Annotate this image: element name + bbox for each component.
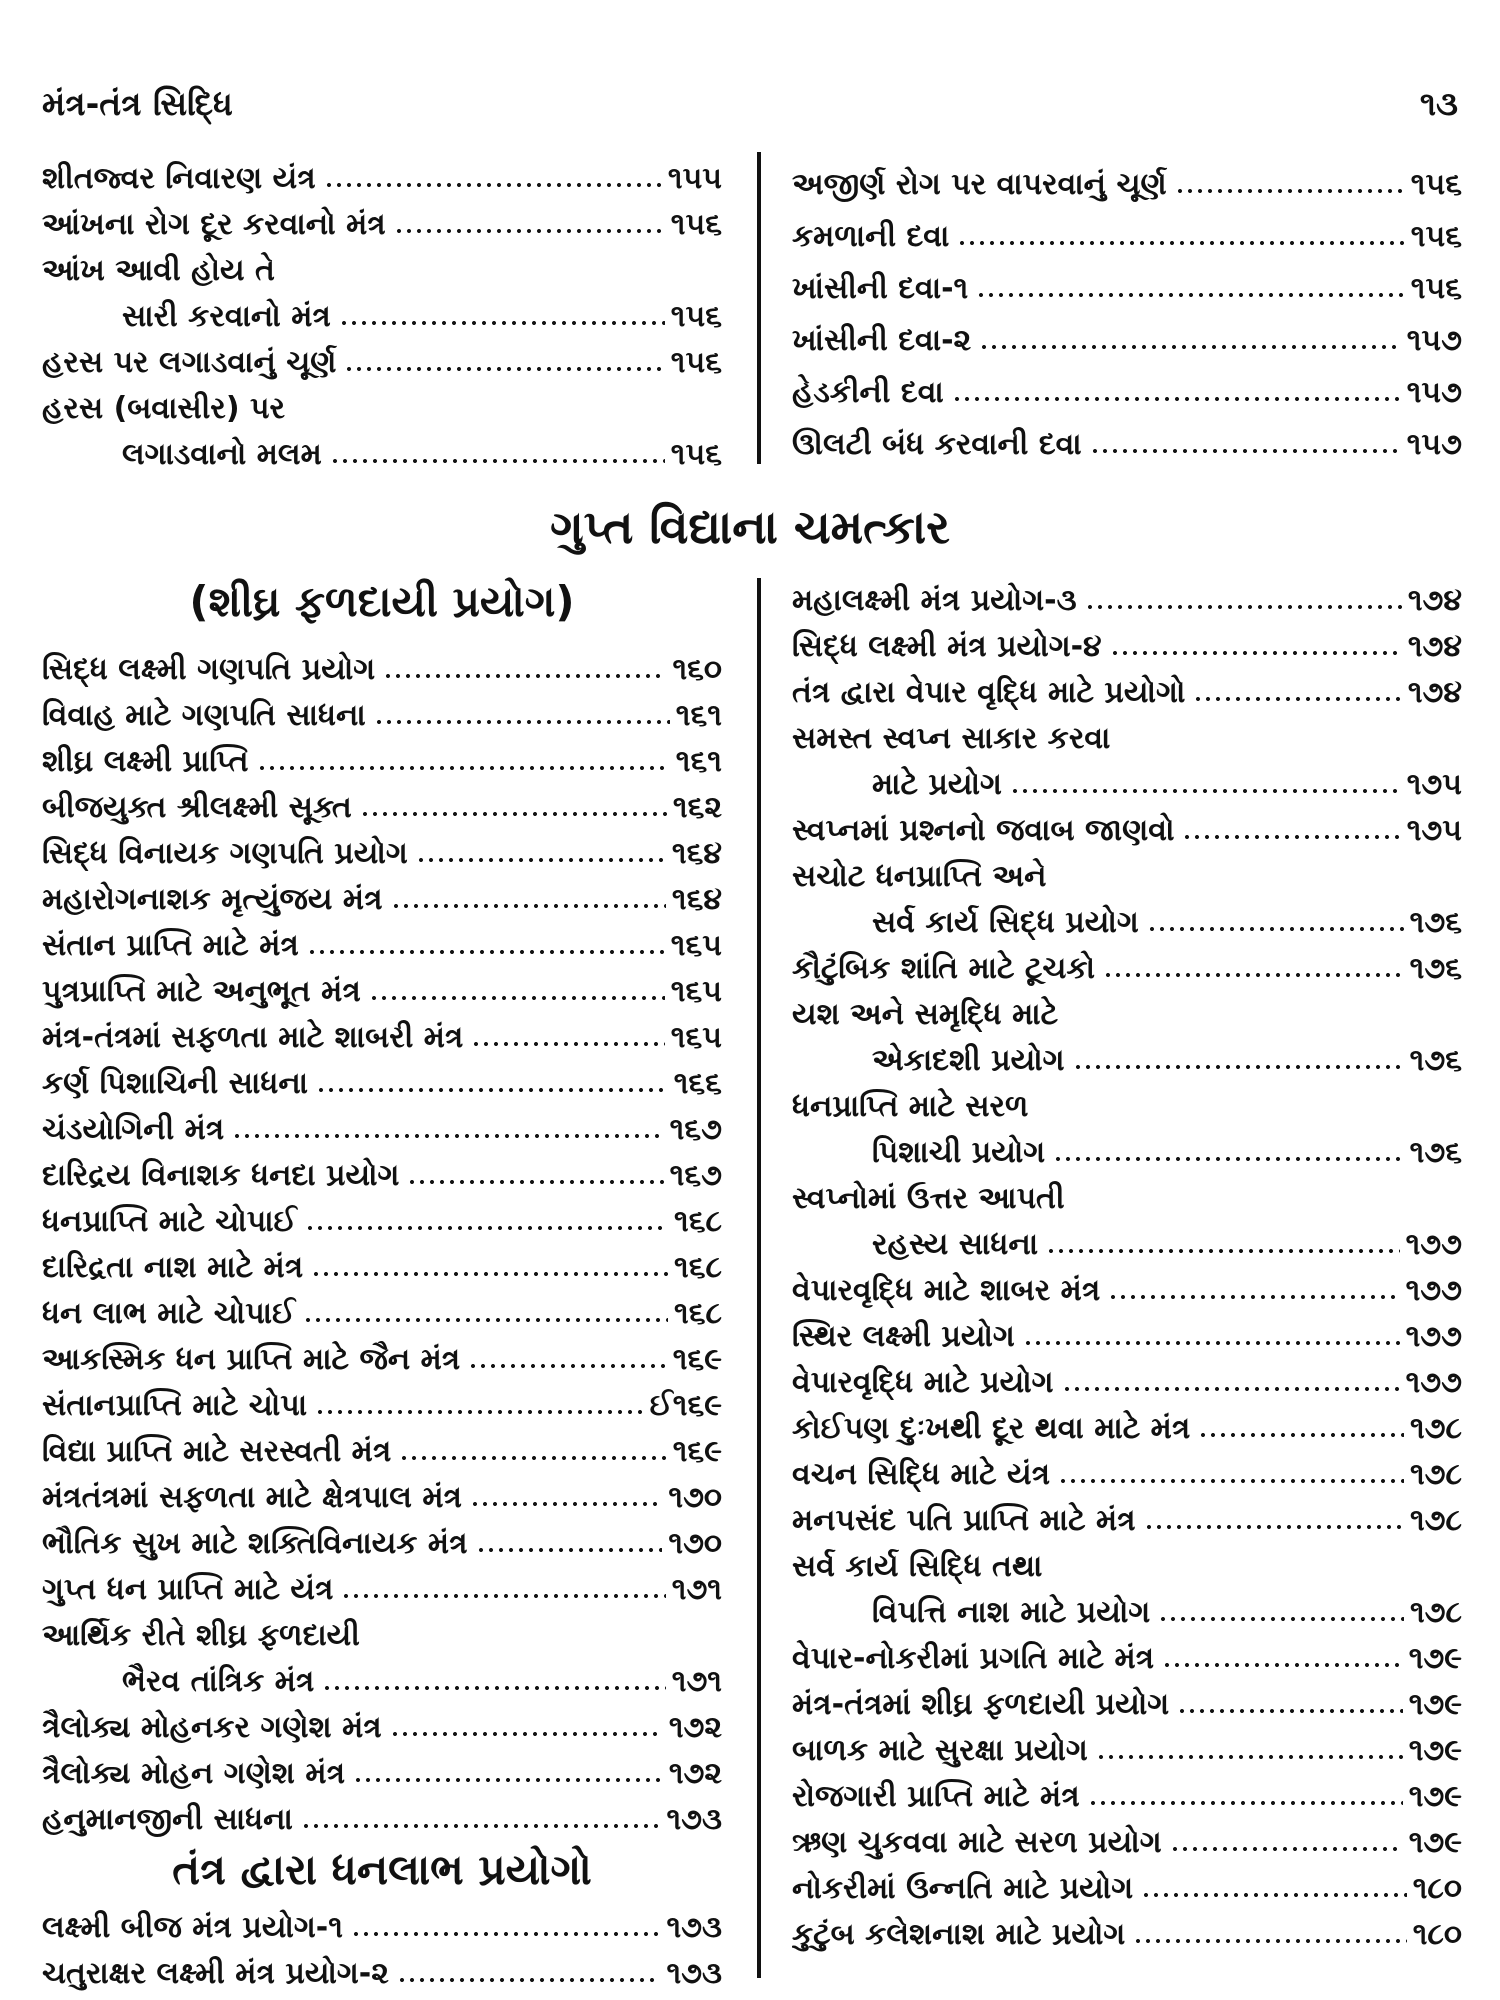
toc-entry-page: ૧૭૭: [1405, 1319, 1462, 1354]
toc-entry-page: ૧૬૫: [670, 928, 722, 963]
dot-leader: [383, 674, 666, 678]
toc-entry: [792, 1262, 1462, 1308]
toc-entry-page: ૧૭૮: [1409, 1503, 1462, 1538]
toc-entry: [42, 150, 722, 196]
dot-leader: [399, 1456, 666, 1460]
dot-leader: [957, 241, 1404, 245]
toc-entry-page: ૧૭૨: [668, 1756, 722, 1791]
toc-entry-page: ૧૮૦: [1412, 1871, 1462, 1906]
dot-leader: [1182, 835, 1400, 839]
toc-entry-title: પુત્રપ્રાપ્તિ માટે અનુભૂત મંત્ર: [42, 974, 361, 1009]
toc-entry-title: મનપસંદ પતિ પ્રાપ્તિ માટે મંત્ર: [792, 1503, 1136, 1538]
toc-entry-title: નોકરીમાં ઉન્નતિ માટે પ્રયોગ: [792, 1871, 1134, 1906]
toc-entry-title: સિદ્ધ લક્ષ્મી ગણપતિ પ્રયોગ: [42, 652, 376, 687]
toc-entry: [792, 1814, 1462, 1860]
toc-entry: [42, 1009, 722, 1055]
toc-entry: [42, 334, 722, 380]
dot-leader: [232, 1134, 663, 1138]
toc-entry-title: ધનપ્રાપ્તિ માટે ચોપાઈ: [42, 1204, 297, 1239]
toc-entry-title: સિદ્ધ લક્ષ્મી મંત્ર પ્રયોગ-૪: [792, 629, 1102, 664]
toc-entry: [42, 1745, 722, 1791]
toc-entry: [42, 1899, 722, 1945]
dot-leader: [1088, 1801, 1403, 1805]
toc-entry-page: ૧૭૬: [1409, 905, 1462, 940]
toc-entry-title: એકાદશી પ્રયોગ: [872, 1043, 1065, 1078]
dot-leader: [1073, 1065, 1404, 1069]
dot-leader: [1062, 1387, 1400, 1391]
dot-leader: [305, 1226, 668, 1230]
toc-entry-page: ૧૭૬: [1409, 1043, 1462, 1078]
toc-entry: [42, 426, 722, 472]
toc-entry: [792, 572, 1462, 618]
toc-entry: [792, 358, 1462, 410]
toc-entry: [792, 710, 1462, 756]
dot-leader: [1085, 605, 1402, 609]
toc-entry-title: શીઘ્ર લક્ષ્મી પ્રાપ્તિ: [42, 744, 249, 779]
dot-leader: [301, 1824, 661, 1828]
toc-entry: [42, 779, 722, 825]
dot-leader: [976, 293, 1405, 297]
toc-entry-page: ૧૫૭: [1406, 427, 1462, 462]
toc-entry-title: અજીર્ણ રોગ પર વાપરવાનું ચૂર્ણ: [792, 167, 1167, 202]
sub-heading-quick-results: (શીઘ્ર ફળદાયી પ્રયોગ): [189, 577, 575, 626]
toc-entry-page: ૧૭૪: [1407, 629, 1462, 664]
toc-entry: [42, 1791, 722, 1837]
dot-leader: [397, 1978, 661, 1982]
toc-entry-page: ૧૬૯: [672, 1434, 722, 1469]
dot-leader: [307, 950, 665, 954]
toc-entry: [42, 1653, 722, 1699]
toc-entry: [42, 1193, 722, 1239]
toc-entry-title: લગાડવાનો મલમ: [122, 437, 322, 472]
toc-entry: [42, 1055, 722, 1101]
dot-leader: [1053, 1157, 1403, 1161]
toc-entry-title: આંખ આવી હોય તે: [42, 253, 275, 288]
dot-leader: [324, 183, 662, 187]
toc-entry: [42, 1515, 722, 1561]
toc-entry-title: કમળાની દવા: [792, 219, 950, 254]
toc-entry-title: સર્વ કાર્ય સિદ્ધ પ્રયોગ: [872, 905, 1139, 940]
toc-entry-page: ૧૫૫: [667, 161, 722, 196]
toc-entry-title: ત્રૈલોક્ય મોહન ગણેશ મંત્ર: [42, 1756, 346, 1791]
dot-leader: [1046, 1249, 1400, 1253]
toc-entry-title: સચોટ ધનપ્રાપ્તિ અને: [792, 859, 1047, 894]
toc-entry-title: સિદ્ધ વિનાયક ગણપતિ પ્રયોગ: [42, 836, 408, 871]
toc-entry-title: હરસ (બવાસીર) પર: [42, 391, 285, 426]
toc-entry-page: ૧૬૭: [669, 1112, 722, 1147]
column-divider-bottom: [757, 578, 761, 1978]
toc-entry: [42, 641, 722, 687]
toc-entry: [42, 288, 722, 334]
dot-leader: [1141, 1893, 1407, 1897]
toc-entry-page: ૧૭૭: [1405, 1273, 1462, 1308]
dot-leader: [1147, 927, 1404, 931]
toc-entry-page: ૧૭૩: [666, 1956, 722, 1991]
toc-entry: [42, 825, 722, 871]
dot-leader: [1193, 697, 1401, 701]
toc-entry-title: વચન સિદ્ધિ માટે યંત્ર: [792, 1457, 1051, 1492]
toc-list-left: [42, 641, 722, 1837]
dot-leader: [257, 766, 670, 770]
toc-entry-page: ૧૭૩: [666, 1910, 722, 1945]
toc-entry-title: રોજગારી પ્રાપ્તિ માટે મંત્ર: [792, 1779, 1080, 1814]
toc-entry-page: ૧૫૬: [670, 437, 722, 472]
toc-entry-title: ભૈરવ તાંત્રિક મંત્ર: [122, 1664, 315, 1699]
toc-entry-title: મહારોગનાશક મૃત્યુંજય મંત્ર: [42, 882, 383, 917]
toc-entry: [792, 410, 1462, 462]
toc-entry: [792, 1032, 1462, 1078]
toc-entry-page: ૧૭૩: [666, 1802, 722, 1837]
toc-entry: [42, 1469, 722, 1515]
toc-entry-title: ત્રૈલોક્ય મોહનકર ગણેશ મંત્ર: [42, 1710, 382, 1745]
dot-leader: [471, 1042, 664, 1046]
toc-entry-title: બાળક માટે સુરક્ષા પ્રયોગ: [792, 1733, 1088, 1768]
toc-entry: [792, 1722, 1462, 1768]
dot-leader: [369, 996, 665, 1000]
dot-leader: [1175, 189, 1405, 193]
dot-leader: [1177, 1709, 1403, 1713]
toc-entry-title: આકસ્મિક ધન પ્રાપ્તિ માટે જૈન મંત્ર: [42, 1342, 461, 1377]
dot-leader: [1170, 1847, 1403, 1851]
dot-leader: [316, 1088, 668, 1092]
toc-entry-title: સ્વપ્નમાં પ્રશ્નનો જવાબ જાણવો: [792, 813, 1175, 848]
toc-entry-title: કર્ણ પિશાચિની સાધના: [42, 1066, 309, 1101]
dot-leader: [330, 459, 665, 463]
dot-leader: [416, 858, 666, 862]
dot-leader: [952, 397, 1401, 401]
toc-entry-title: ખાંસીની દવા-૧: [792, 271, 969, 306]
toc-entry-page: ૧૫૬: [1410, 219, 1462, 254]
dot-leader: [470, 1502, 662, 1506]
toc-entry-page: ૧૭૯: [1408, 1779, 1462, 1814]
toc-entry-page: ૧૬૨: [672, 790, 722, 825]
toc-entry: [792, 756, 1462, 802]
dot-leader: [311, 1272, 668, 1276]
running-title: મંત્ર-તંત્ર સિદ્ધિ: [42, 84, 233, 123]
toc-entry: [42, 1423, 722, 1469]
toc-entry-page: ૧૫૬: [670, 345, 722, 380]
toc-entry-page: ૧૭૫: [1406, 767, 1462, 802]
dot-leader: [1110, 651, 1402, 655]
toc-entry-title: રહસ્ય સાધના: [872, 1227, 1039, 1262]
toc-entry-page: ૧૭૮: [1409, 1595, 1462, 1630]
toc-entry: [792, 254, 1462, 306]
toc-entry-title: વેપાર-નોકરીમાં પ્રગતિ માટે મંત્ર: [792, 1641, 1155, 1676]
dot-leader: [1058, 1479, 1404, 1483]
dot-leader: [341, 1594, 665, 1598]
toc-entry: [792, 1308, 1462, 1354]
toc-entry-title: વિદ્યા પ્રાપ્તિ માટે સરસ્વતી મંત્ર: [42, 1434, 392, 1469]
toc-entry-page: ૧૭૦: [668, 1480, 722, 1515]
toc-entry-title: દારિદ્રય વિનાશક ધનદા પ્રયોગ: [42, 1158, 400, 1193]
toc-entry: [42, 380, 722, 426]
toc-entry: [792, 1170, 1462, 1216]
dot-leader: [1198, 1433, 1404, 1437]
toc-entry: [792, 1584, 1462, 1630]
toc-entry: [792, 802, 1462, 848]
toc-entry: [42, 1607, 722, 1653]
toc-entry-title: શીતજ્વર નિવારણ યંત્ર: [42, 161, 316, 196]
toc-entry-title: ધનપ્રાપ્તિ માટે સરળ: [792, 1089, 1029, 1124]
toc-entry-page: ઈ૧૬૯: [649, 1388, 722, 1423]
toc-entry: [792, 150, 1462, 202]
toc-entry-page: ૧૫૬: [1410, 271, 1462, 306]
toc-entry-title: હેડકીની દવા: [792, 375, 944, 410]
toc-entry-title: બીજયુક્ત શ્રીલક્ષ્મી સૂક્ત: [42, 790, 352, 825]
toc-entry-title: યશ અને સમૃદ્ધિ માટે: [792, 997, 1059, 1032]
toc-entry: [792, 1446, 1462, 1492]
toc-entry-page: ૧૭૯: [1408, 1641, 1462, 1676]
toc-entry: [42, 196, 722, 242]
toc-entry-page: ૧૫૬: [1410, 167, 1462, 202]
dot-leader: [1108, 1295, 1399, 1299]
toc-entry-title: મંત્રતંત્રમાં સફળતા માટે ક્ષેત્રપાલ મંત્ર: [42, 1480, 462, 1515]
toc-entry: [42, 1101, 722, 1147]
toc-entry-page: ૧૭૦: [668, 1526, 722, 1561]
dot-leader: [1096, 1755, 1403, 1759]
toc-entry-page: ૧૭૧: [671, 1572, 722, 1607]
toc-entry-title: હરસ પર લગાડવાનું ચૂર્ણ: [42, 345, 337, 380]
dot-leader: [351, 1932, 661, 1936]
toc-entry-page: ૧૭૮: [1409, 1457, 1462, 1492]
dot-leader: [339, 321, 665, 325]
toc-entry: [792, 1354, 1462, 1400]
toc-entry-title: સારી કરવાનો મંત્ર: [122, 299, 331, 334]
toc-entry-title: હનુમાનજીની સાધના: [42, 1802, 293, 1837]
toc-entry-title: તંત્ર દ્વારા વેપાર વૃદ્ધિ માટે પ્રયોગો: [792, 675, 1186, 710]
dot-leader: [394, 229, 665, 233]
toc-entry-page: ૧૭૪: [1407, 583, 1462, 618]
toc-entry-page: ૧૬૫: [670, 974, 722, 1009]
toc-entry-title: ચતુરાક્ષર લક્ષ્મી મંત્ર પ્રયોગ-૨: [42, 1956, 389, 1991]
toc-entry-page: ૧૫૭: [1406, 375, 1462, 410]
toc-entry: [42, 917, 722, 963]
toc-entry-title: ભૌતિક સુખ માટે શક્તિવિનાયક મંત્ર: [42, 1526, 468, 1561]
toc-entry-page: ૧૭૭: [1405, 1227, 1462, 1262]
toc-entry: [792, 1078, 1462, 1124]
toc-entry-title: લક્ષ્મી બીજ મંત્ર પ્રયોગ-૧: [42, 1910, 343, 1945]
toc-entry-page: ૧૫૬: [670, 207, 722, 242]
toc-entry-title: મંત્ર-તંત્રમાં સફળતા માટે શાબરી મંત્ર: [42, 1020, 464, 1055]
toc-entry: [42, 687, 722, 733]
toc-entry: [792, 1492, 1462, 1538]
toc-entry-page: ૧૫૬: [670, 299, 722, 334]
toc-entry: [792, 1860, 1462, 1906]
toc-entry-title: ઋણ ચુકવવા માટે સરળ પ્રયોગ: [792, 1825, 1162, 1860]
toc-entry: [42, 1285, 722, 1331]
toc-entry-title: ધન લાભ માટે ચોપાઈ: [42, 1296, 296, 1331]
toc-entry: [42, 871, 722, 917]
toc-lower-left: [42, 577, 722, 1991]
toc-entry-title: આર્થિક રીતે શીઘ્ર ફળદાયી: [42, 1618, 360, 1653]
toc-entry-page: ૧૬૬: [673, 1066, 722, 1101]
toc-entry-title: ઊલટી બંધ કરવાની દવા: [792, 427, 1082, 462]
dot-leader: [390, 1732, 663, 1736]
toc-entry-page: ૧૬૮: [674, 1250, 722, 1285]
toc-entry-page: ૧૬૮: [674, 1204, 722, 1239]
toc-entry-title: કૌટુંબિક શાંતિ માટે ટૂચકો: [792, 951, 1096, 986]
toc-entry-title: સંતાનપ્રાપ્તિ માટે ચોપા: [42, 1388, 308, 1423]
toc-entry: [792, 940, 1462, 986]
toc-entry-title: આંખના રોગ દૂર કરવાનો મંત્ર: [42, 207, 386, 242]
toc-entry: [792, 894, 1462, 940]
toc-entry-title: સર્વ કાર્ય સિદ્ધિ તથા: [792, 1549, 1043, 1584]
sub-heading-tantra-wealth: તંત્ર દ્વારા ધનલાભ પ્રયોગો: [172, 1845, 592, 1894]
toc-entry-page: ૧૬૮: [674, 1296, 722, 1331]
toc-list-right: [792, 572, 1462, 1952]
dot-leader: [1158, 1617, 1404, 1621]
toc-entry: [792, 618, 1462, 664]
dot-leader: [1023, 1341, 1400, 1345]
toc-entry-page: ૧૬૪: [671, 882, 722, 917]
toc-entry-page: ૧૭૬: [1409, 951, 1462, 986]
toc-entry: [792, 1676, 1462, 1722]
toc-top-right: [792, 150, 1462, 462]
toc-entry-page: ૧૭૫: [1406, 813, 1462, 848]
toc-entry: [792, 1906, 1462, 1952]
toc-entry: [792, 1768, 1462, 1814]
toc-entry-page: ૧૬૪: [671, 836, 722, 871]
toc-entry-title: કુટુંબ કલેશનાશ માટે પ્રયોગ: [792, 1917, 1126, 1952]
dot-leader: [303, 1318, 668, 1322]
toc-entry: [792, 1630, 1462, 1676]
toc-entry-title: સ્થિર લક્ષ્મી પ્રયોગ: [792, 1319, 1015, 1354]
dot-leader: [322, 1686, 665, 1690]
toc-entry-page: ૧૮૦: [1412, 1917, 1462, 1952]
toc-entry-title: વિવાહ માટે ગણપતિ સાધના: [42, 698, 366, 733]
toc-entry: [42, 242, 722, 288]
toc-entry: [42, 1945, 722, 1991]
toc-entry-page: ૧૬૧: [675, 698, 722, 733]
toc-entry-page: ૧૭૯: [1408, 1825, 1462, 1860]
toc-entry: [792, 1216, 1462, 1262]
dot-leader: [1133, 1939, 1406, 1943]
toc-entry-title: વેપારવૃદ્ધિ માટે શાબર મંત્ર: [792, 1273, 1101, 1308]
toc-entry: [42, 1147, 722, 1193]
toc-entry-title: ગુપ્ત ધન પ્રાપ્તિ માટે યંત્ર: [42, 1572, 334, 1607]
toc-entry: [42, 1699, 722, 1745]
toc-entry: [42, 963, 722, 1009]
dot-leader: [1103, 973, 1404, 977]
toc-entry: [792, 664, 1462, 710]
toc-entry-title: ખાંસીની દવા-૨: [792, 323, 972, 358]
toc-entry-page: ૧૬૦: [672, 652, 722, 687]
toc-entry-page: ૧૭૯: [1408, 1733, 1462, 1768]
toc-entry-page: ૧૭૧: [671, 1664, 722, 1699]
column-divider-top: [757, 152, 761, 464]
toc-entry: [42, 733, 722, 779]
toc-top-left: [42, 150, 722, 472]
page-number: ૧૩: [1419, 84, 1458, 123]
toc-entry-page: ૧૭૬: [1409, 1135, 1462, 1170]
toc-entry-title: મંત્ર-તંત્રમાં શીઘ્ર ફળદાયી પ્રયોગ: [792, 1687, 1170, 1722]
page-header: [42, 80, 1458, 128]
toc-entry-page: ૧૬૭: [669, 1158, 722, 1193]
dot-leader: [353, 1778, 663, 1782]
toc-entry-title: સ્વપ્નોમાં ઉત્તર આપતી: [792, 1181, 1065, 1216]
toc-entry-title: સમસ્ત સ્વપ્ન સાકાર કરવા: [792, 721, 1111, 756]
dot-leader: [1162, 1663, 1403, 1667]
toc-entry: [792, 848, 1462, 894]
dot-leader: [391, 904, 666, 908]
toc-entry: [792, 986, 1462, 1032]
dot-leader: [315, 1410, 643, 1414]
toc-entry: [792, 1538, 1462, 1584]
dot-leader: [468, 1364, 666, 1368]
toc-entry-title: કોઈપણ દુઃખથી દૂર થવા માટે મંત્ર: [792, 1411, 1191, 1446]
main-section-heading: ગુપ્ત વિદ્યાના ચમત્કાર: [550, 500, 950, 554]
toc-entry-title: પિશાચી પ્રયોગ: [872, 1135, 1046, 1170]
toc-entry: [792, 1124, 1462, 1170]
toc-entry: [42, 1561, 722, 1607]
toc-entry: [792, 1400, 1462, 1446]
dot-leader: [1144, 1525, 1404, 1529]
toc-entry-page: ૧૭૨: [668, 1710, 722, 1745]
toc-entry-title: દારિદ્રતા નાશ માટે મંત્ર: [42, 1250, 304, 1285]
toc-entry-page: ૧૬૧: [675, 744, 722, 779]
toc-entry-title: સંતાન પ્રાપ્તિ માટે મંત્ર: [42, 928, 299, 963]
toc-entry-title: માટે પ્રયોગ: [872, 767, 1002, 802]
toc-entry-page: ૧૭૯: [1408, 1687, 1462, 1722]
dot-leader: [360, 812, 667, 816]
dot-leader: [476, 1548, 663, 1552]
toc-entry-title: વિપત્તિ નાશ માટે પ્રયોગ: [872, 1595, 1151, 1630]
toc-entry-page: ૧૭૭: [1405, 1365, 1462, 1400]
dot-leader: [374, 720, 670, 724]
toc-entry: [42, 1377, 722, 1423]
toc-entry: [792, 202, 1462, 254]
dot-leader: [1010, 789, 1401, 793]
toc-entry-page: ૧૬૯: [672, 1342, 722, 1377]
toc-list-left-2: [42, 1899, 722, 1991]
dot-leader: [1090, 449, 1401, 453]
toc-entry-title: ચંડયોગિની મંત્ર: [42, 1112, 225, 1147]
toc-entry-page: ૧૫૭: [1406, 323, 1462, 358]
toc-entry: [42, 1239, 722, 1285]
toc-entry-title: વેપારવૃદ્ધિ માટે પ્રયોગ: [792, 1365, 1054, 1400]
toc-entry: [792, 306, 1462, 358]
toc-entry-page: ૧૬૫: [670, 1020, 722, 1055]
toc-entry-page: ૧૭૪: [1407, 675, 1462, 710]
toc-entry: [42, 1331, 722, 1377]
dot-leader: [979, 345, 1401, 349]
toc-entry-title: મહાલક્ષ્મી મંત્ર પ્રયોગ-૩: [792, 583, 1077, 618]
dot-leader: [344, 367, 664, 371]
toc-entry-page: ૧૭૮: [1409, 1411, 1462, 1446]
dot-leader: [407, 1180, 663, 1184]
